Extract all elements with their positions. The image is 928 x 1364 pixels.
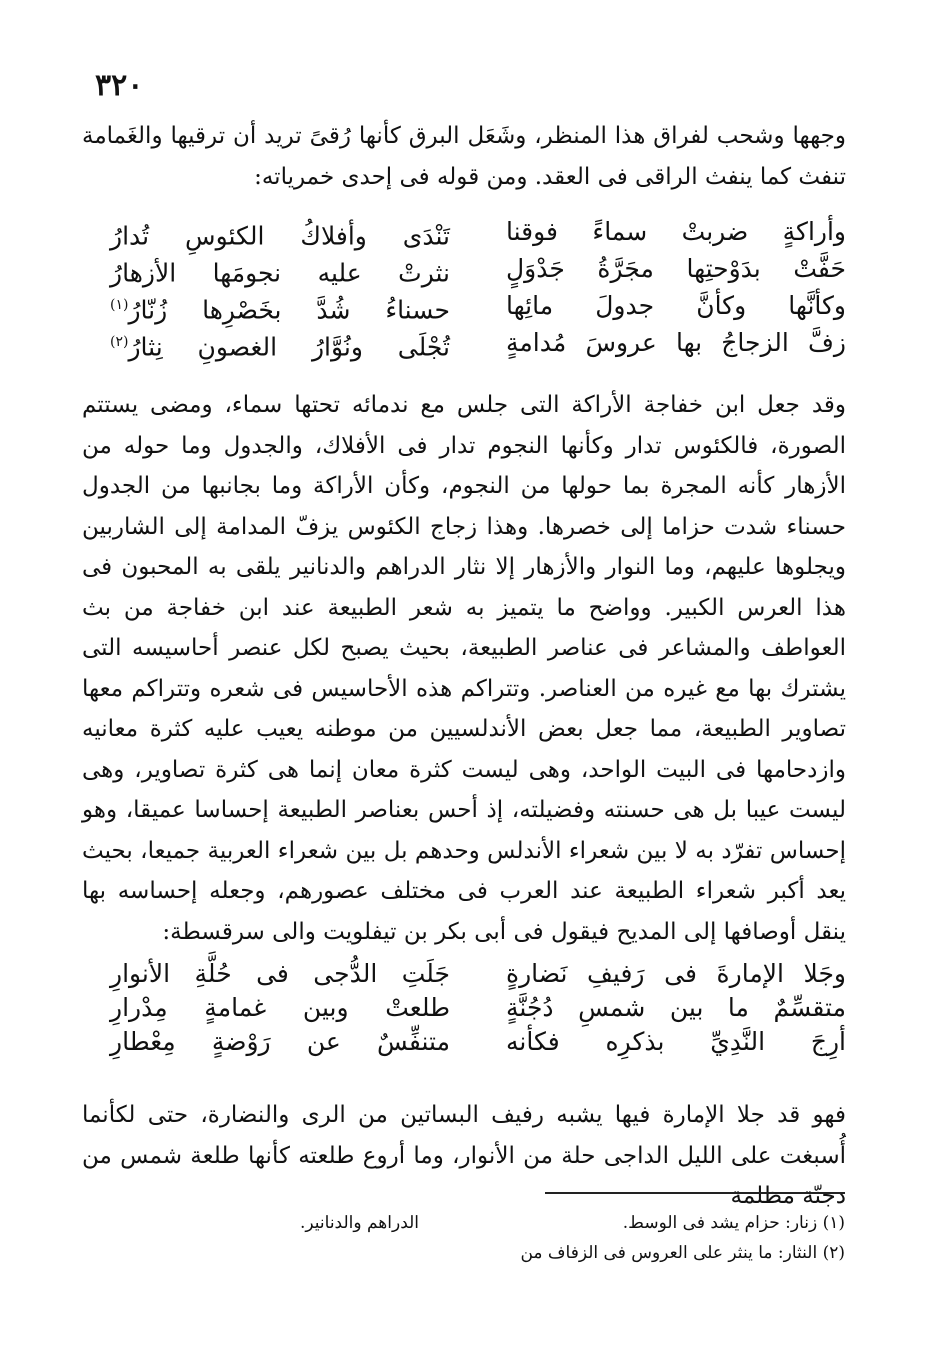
- praise-poem: [110, 957, 846, 1059]
- second-hemistich: جَلَتِ الدُّجى فى حُلَّةِ الأنوارِ: [110, 959, 450, 988]
- second-hemistich: متنفِّسٌ عن رَوْضةٍ مِعْطارِ: [110, 1027, 450, 1056]
- footnote-text: (٢) النثار: ما ينثر على العروس فى الزفاف من: [520, 1243, 845, 1263]
- poem-verse: [110, 287, 846, 324]
- first-hemistich: وجَلا الإمارةَ فى رَفيفِ نَضارةٍ: [506, 959, 846, 988]
- footnote-marker: (٢): [110, 334, 129, 350]
- first-hemistich: حَفَّتْ بدَوْحتِها مجَرَّةُ جَدْوَلٍ: [506, 254, 846, 283]
- second-hemistich: تَنْدَى وأفلاكُ الكئوسِ تُدارُ: [110, 221, 450, 251]
- footnote: [300, 1238, 845, 1268]
- intro-paragraph: وجهها وشحب لفراق هذا المنظر، وشَعَل البرق كأنها رُقىً تريد أن ترقيها والغَمامة تنفث كما ينفث الراقى فى العقد. ومن قوله فى إحدى خمرياته:: [82, 123, 846, 190]
- second-hemistich: طلعتْ وبين غمامةٍ مِدْرارِ: [110, 993, 450, 1022]
- footnote-continuation: الدراهم والدنانير.: [300, 1213, 420, 1233]
- conclusion-paragraph: فهو قد جلا الإمارة فيها يشبه رفيف البساتين من الرى والنضارة، حتى لكأنما أُسبغت على الليل الداجى حلة من الأنوار، وما أروع طلعته كأنها طلعة شمس من دجنّة مظلمة: [82, 1102, 846, 1209]
- analysis-paragraph: وقد جعل ابن خفاجة الأراكة التى جلس مع ندمائه تحتها سماء، ومضى يستتم الصورة، فالكئوس تدار وكأنها النجوم تدار فى الأفلاك، والجدول وما حوله من الأزهار كأنه المجرة بما حولها من النجوم، وكأن الأراكة وما بجانبها من الجدول حسناء شدت حزاما إلى خصرها. وهذا زجاج الكئوس يزفّ المدامة إلى الشاربين ويجلوها عليهم، وما النوار والأزهار إلا نثار الدراهم والدنانير يلقى به المحبون فى هذا العرس الكبير. وواضح ما يتميز به شعر الطبيعة عند ابن خفاجة من بث العواطف والمشاعر فى عناصر الطبيعة، بحيث يصبح لكل عنصر أحاسيسه التى يشترك بها مع غيره من العناصر. وتتراكم هذه الأحاسيس فى شعره وتتراكم معها تصاوير الطبيعة، مما جعل بعض الأندلسيين من موطنه يعيب عليه كثرة معانيه وازدحامها فى البيت الواحد، وهى ليست كثرة معان إنما هى كثرة تصاوير، وهى ليست عيبا بل هى حسنته وفضيلته، إذ أحس بعناصر الطبيعة إحساسا عميقا، وهو إحساس تفرّد به لا بين شعراء الأندلس وحدهم بل بين شعراء العربية جميعا، بحيث يعد أكبر شعراء الطبيعة عند العرب فى مختلف عصورهم، وجعله إحساسه بها ينقل أوصافها إلى المديح فيقول فى أبى بكر بن تيفلويت والى سرقسطة:: [82, 392, 846, 945]
- poem-verse: [110, 250, 846, 287]
- first-hemistich: وكأنَّها وكأنَّ جدولَ مائِها: [506, 291, 846, 320]
- footnote-divider: [545, 1192, 845, 1194]
- footnote-marker: (١): [110, 297, 129, 313]
- poem-verse: [110, 324, 846, 361]
- footnote: [300, 1208, 845, 1238]
- first-hemistich: أرِجَ النَّدِيِّ بذكرِه فكأنه: [506, 1027, 846, 1056]
- first-hemistich: وأراكةٍ ضربتْ سماءً فوقنا: [506, 217, 846, 246]
- wine-poem: [110, 213, 846, 361]
- footnotes: [300, 1208, 845, 1268]
- poem-verse: [110, 957, 846, 991]
- second-hemistich: نثرتْ عليه نجومَها الأزهارُ: [110, 258, 450, 288]
- poem-verse: [110, 213, 846, 250]
- page-number: ٣٢٠: [95, 68, 144, 103]
- first-hemistich: زفَّ الزجاجُ بها عروسَ مُدامةٍ: [506, 328, 846, 357]
- poem-verse: [110, 1025, 846, 1059]
- poem-verse: [110, 991, 846, 1025]
- second-hemistich: حسناءُ شُدَّ بخَصْرِها زُنّارُ$^{(١)}$: [110, 295, 450, 325]
- first-hemistich: متقسِّمٌ ما بين شمسِ دُجُنَّةٍ: [506, 993, 846, 1022]
- second-hemistich: تُجْلَى ونُوَّارُ الغصونِ نِثارُ$^{(٢)}$: [110, 332, 450, 362]
- footnote-text: (١) زنار: حزام يشد فى الوسط.: [622, 1213, 845, 1233]
